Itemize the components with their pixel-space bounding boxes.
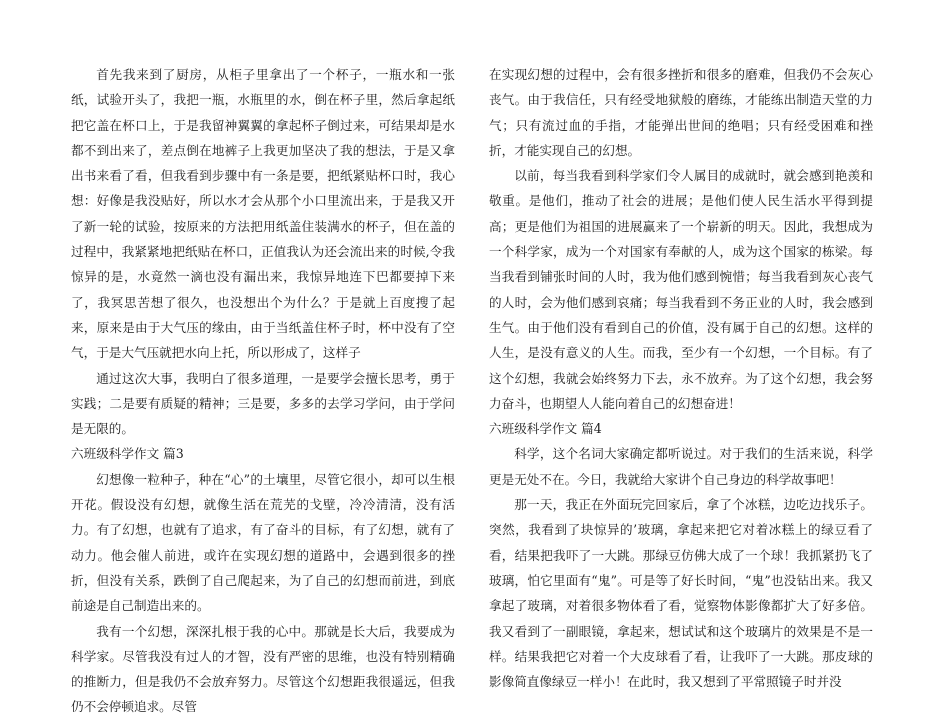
left-column: [71, 62, 481, 720]
paragraph-magnifier-story: 那一天，我正在外面玩完回家后，拿了个冰糕，边吃边找乐子。突然，我看到了块惊异的’玻璃，拿起来把它对着冰糕上的绿豆看了看，结果把我吓了一大跳。那绿豆仿佛大成了一个球！我抓紧扔飞了玻璃，怕它里面有“鬼”。可是等了好长时间，“鬼”也没钻出来。我又拿起了玻璃，对着很多物体看了看，觉察物体影像都扩大了好多倍。我又看到了一副眼镜，拿起来，想试试和这个玻璃片的效果是不是一样。结果我把它对着一个大皮球看了看，让我吓了一大跳。那皮球的影像简直像绿豆一样小！在此时，我又想到了平常照镜子时并没: [489, 497, 873, 690]
paragraph-science-intro: 科学，这个名词大家确定都听说过。对于我们的生活来说，科学更是无处不在。今日，我就给大家讲个自己身边的科学故事吧！: [489, 446, 873, 487]
paragraph-lessons: 通过这次大事，我明白了很多道理，一是要学会擅长思考，勇于实践；二是要有质疑的精神；三是要，多多的去学习学问，由于学问是无限的。: [71, 370, 455, 437]
section-heading-3: 六班级科学作文 篇3: [71, 446, 184, 462]
paragraph-dream-seed: 幻想像一粒种子，种在“心”的土壤里，尽管它很小，却可以生根开花。假设没有幻想，就像生活在荒芜的戈壁，冷冷清清，没有活力。有了幻想，也就有了追求，有了奋斗的目标，有了幻想，就有了动力。他会催人前进，或许在实现幻想的道路中，会遇到很多的挫折，但没有关系，跌倒了自己爬起来，为了自己的幻想而前进，到底前途是自己制造出来的。: [71, 471, 455, 614]
section-heading-4: 六班级科学作文 篇4: [489, 421, 602, 437]
paragraph-scientist-dream: 我有一个幻想，深深扎根于我的心中。那就是长大后，我要成为科学家。尽管我没有过人的才智，没有严密的思维，也没有特别精确 的推断力，但是我仍不会放弃努力。尽管这个幻想距我很遥远，但我仍不会停顿追求。尽管: [71, 623, 481, 715]
paragraph-experiment: 首先我来到了厨房，从柜子里拿出了一个杯子，一瓶水和一张纸，试验开头了，我把一瓶，水瓶里的水，倒在杯子里，然后拿起纸把它盖在杯口上，于是我留神翼翼的拿起杯子倒过来，可结果却是水都不到出来了，差点倒在地裤子上我更加坚决了我的想法，于是又拿出书来看了看，但我看到步骤中有一条是要，把纸紧贴杯口时，我心想：好像是我没贴好，所以水才会从那个小口里流出来，于是我又开了新一轮的试验，按原来的方法把用纸盖住装满水的杯子，但在盖的过程中，我紧紧地把纸贴在杯口，正值我认为还会流出来的时候,令我惊异的是，水竟然一滴也没有漏出来，我惊异地连下巴都要掉下来了，我冥思苦想了很久，也没想出个为什么？于是就上百度搜了起来，原来是由于大气压的缘由，由于当纸盖住杯子时，杯中没有了空气，于是大气压就把水向上托，所以形成了，这样子: [71, 67, 455, 361]
paragraph-continuation: 在实现幻想的过程中，会有很多挫折和很多的磨难，但我仍不会灰心丧气。由于我信任，只有经受地狱般的磨练，才能练出制造天堂的力气；只有流过血的手指，才能弹出世间的绝唱；只有经受困难和挫折，才能实现自己的幻想。: [489, 67, 873, 158]
paragraph-scientists-admiration: 以前，每当我看到科学家们令人属目的成就时，就会感到艳羡和敬重。是他们，推动了社会的进展；是他们使人民生活水平得到提高；更是他们为祖国的进展赢来了一个崭新的明天。因此，我想成为一个科学家，成为一个对国家有奉献的人，成为这个国家的栋梁。每当我看到铺张时间的人时，我为他们感到惋惜；每当我看到灰心丧气的人时，会为他们感到哀痛；每当我看到不务正业的人时，我会感到生气。由于他们没有看到自己的价值，没有属于自己的幻想。这样的人生，是没有意义的人生。而我，至少有一个幻想，一个目标。有了这个幻想，我就会始终努力下去，永不放弃。为了这个幻想，我会努力奋斗，也期望人人能向着自己的幻想奋进！: [489, 168, 873, 411]
right-column: [489, 62, 873, 694]
